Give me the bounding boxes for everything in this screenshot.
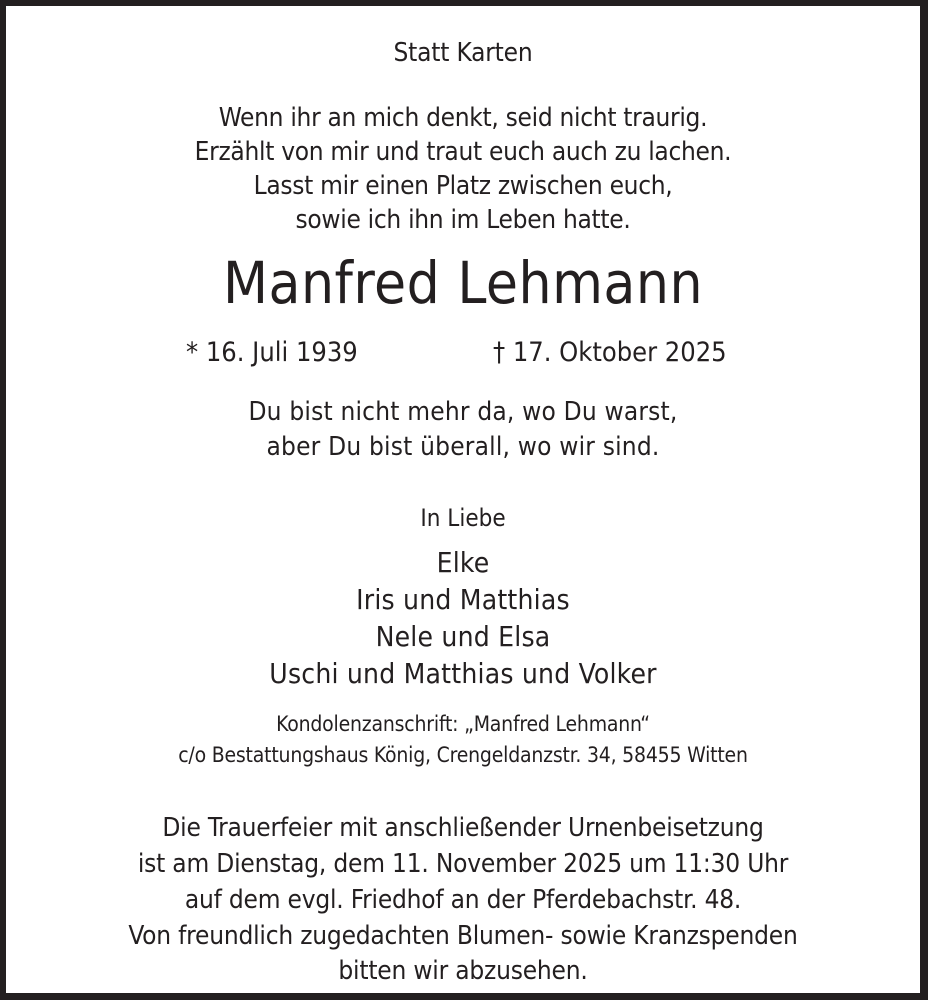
deceased-name: Manfred Lehmann bbox=[222, 249, 704, 317]
service-line: auf dem evgl. Friedhof an der Pferdebachstr. 48. bbox=[184, 885, 742, 915]
quote-line: aber Du bist überall, wo wir sind. bbox=[266, 432, 660, 462]
poem-line: Lasst mir einen Platz zwischen euch, bbox=[253, 171, 673, 201]
service-line: bitten wir abzusehen. bbox=[338, 956, 588, 986]
condolence-line: Kondolenzanschrift: „Manfred Lehmann“ bbox=[276, 712, 650, 736]
poem-line: Erzählt von mir und traut euch auch zu lachen. bbox=[194, 137, 732, 167]
family-member: Elke bbox=[436, 546, 490, 579]
poem-line: sowie ich ihn im Leben hatte. bbox=[295, 205, 631, 235]
family-member: Uschi und Matthias und Volker bbox=[269, 657, 657, 690]
in-love-label: In Liebe bbox=[420, 504, 506, 532]
service-line: Die Trauerfeier mit anschließender Urnenbeisetzung bbox=[162, 813, 764, 843]
service-line: ist am Dienstag, dem 11. November 2025 um 11:30 Uhr bbox=[137, 849, 789, 879]
heading-statt-karten: Statt Karten bbox=[393, 38, 533, 68]
family-member: Iris und Matthias bbox=[356, 583, 570, 616]
quote-line: Du bist nicht mehr da, wo Du warst, bbox=[248, 397, 678, 427]
obituary-notice bbox=[6, 6, 920, 993]
family-member: Nele und Elsa bbox=[375, 620, 551, 653]
condolence-line: c/o Bestattungshaus König, Crengeldanzstr. 34, 58455 Witten bbox=[178, 743, 748, 767]
service-line: Von freundlich zugedachten Blumen- sowie Kranzspenden bbox=[128, 921, 798, 951]
birth-date: * 16. Juli 1939 bbox=[186, 337, 358, 368]
death-date: † 17. Oktober 2025 bbox=[493, 337, 727, 368]
poem-line: Wenn ihr an mich denkt, seid nicht traurig. bbox=[218, 103, 708, 133]
